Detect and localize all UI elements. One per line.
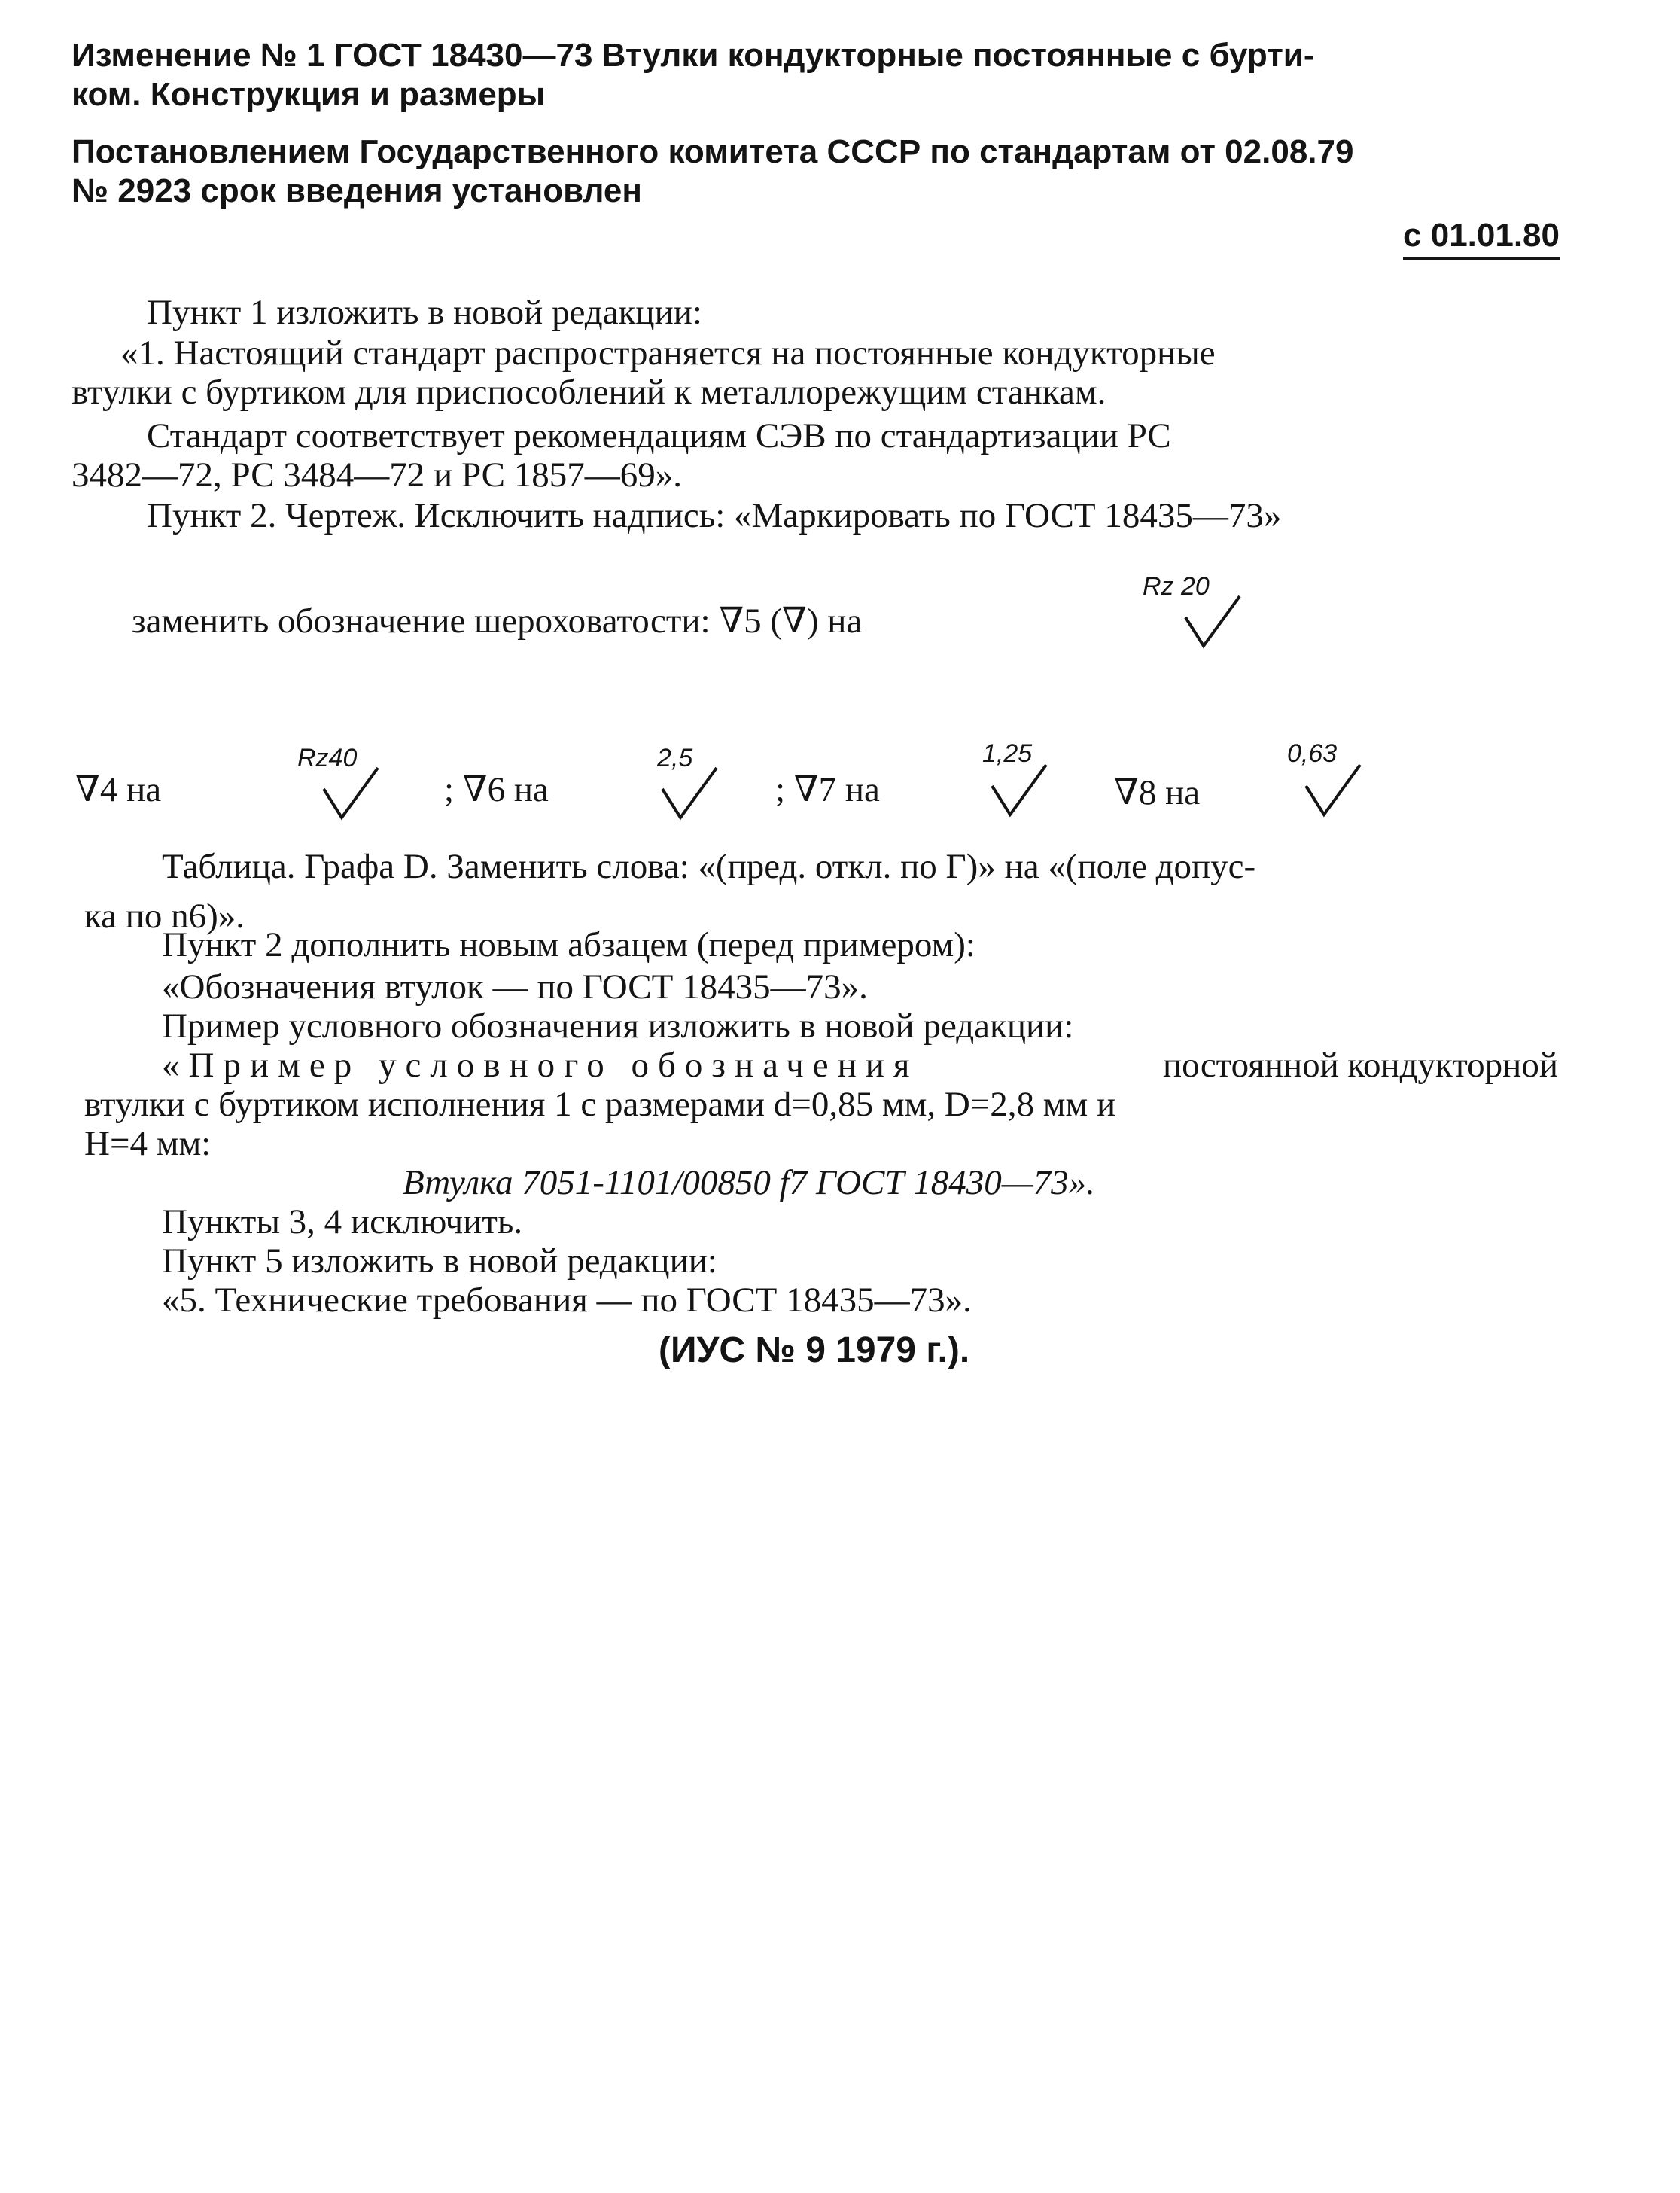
roughness-7-text: ; ∇7 на [775,770,880,809]
item5-text: «5. Технические требования — по ГОСТ 18435—73». [162,1281,972,1320]
effective-date: с 01.01.80 [1403,217,1560,260]
roughness-check-icon [1306,765,1366,821]
item1-sev-line2: 3482—72, РС 3484—72 и РС 1857—69». [72,455,683,495]
roughness-symbol-label: Rz40 [297,744,358,772]
roughness-check-icon [1185,596,1246,653]
example-designation: Втулка 7051-1101/00850 f7 ГОСТ 18430—73». [403,1163,1095,1202]
header-decree-line1: Постановлением Государственного комитета СССР по стандартам от 02.08.79 [72,133,1354,170]
ius-reference: (ИУС № 9 1979 г.). [659,1330,970,1370]
roughness-replace-text: заменить обозначение шероховатости: ∇5 (∇) на [132,602,863,641]
header-title-line2: ком. Конструкция и размеры [72,76,546,113]
header-title-line1: Изменение № 1 ГОСТ 18430—73 Втулки кондукторные постоянные с бурти- [72,37,1315,74]
bushing-designation-text: «Обозначения втулок — по ГОСТ 18435—73». [162,967,868,1007]
roughness-check-icon [324,768,384,824]
item1-heading: Пункт 1 изложить в новой редакции: [147,293,702,332]
example-dimensions-line: втулки с буртиком исполнения 1 с размерами d=0,85 мм, D=2,8 мм и [84,1085,1116,1124]
item2-drawing-text: Пункт 2. Чертеж. Исключить надпись: «Маркировать по ГОСТ 18435—73» [147,496,1282,535]
table-column-text-line2: ка по n6)». [84,897,245,936]
roughness-8-text: ∇8 на [1114,773,1201,812]
roughness-symbol-label: Rz 20 [1143,572,1210,601]
item1-text-line2: втулки с буртиком для приспособлений к металлорежущим станкам. [72,373,1106,412]
example-height-line: H=4 мм: [84,1124,212,1163]
roughness-symbol-label: 0,63 [1287,739,1338,768]
example-label-spaced: «Пример условного обозначения [162,1046,919,1085]
roughness-symbol-label: 1,25 [982,739,1033,768]
example-heading-text: Пример условного обозначения изложить в новой редакции: [162,1007,1074,1046]
header-decree-line2: № 2923 срок введения установлен [72,172,642,209]
item1-sev-line1: Стандарт соответствует рекомендациям СЭВ по стандартизации РС [147,416,1171,455]
roughness-check-icon [662,768,723,824]
item2-addition-text: Пункт 2 дополнить новым абзацем (перед примером): [162,925,975,964]
table-column-text-line1: Таблица. Графа D. Заменить слова: «(пред. откл. по Г)» на «(поле допус- [162,847,1256,886]
item1-text-line1: «1. Настоящий стандарт распространяется на постоянные кондукторные [120,334,1216,373]
example-label-rest: постоянной кондукторной [1163,1046,1558,1085]
items-excluded-text: Пункты 3, 4 исключить. [162,1202,523,1241]
roughness-check-icon [992,765,1052,821]
roughness-4-text: ∇4 на [75,770,162,809]
roughness-symbol-label: 2,5 [657,744,693,772]
roughness-6-text: ; ∇6 на [444,770,549,809]
item5-heading: Пункт 5 изложить в новой редакции: [162,1241,717,1281]
